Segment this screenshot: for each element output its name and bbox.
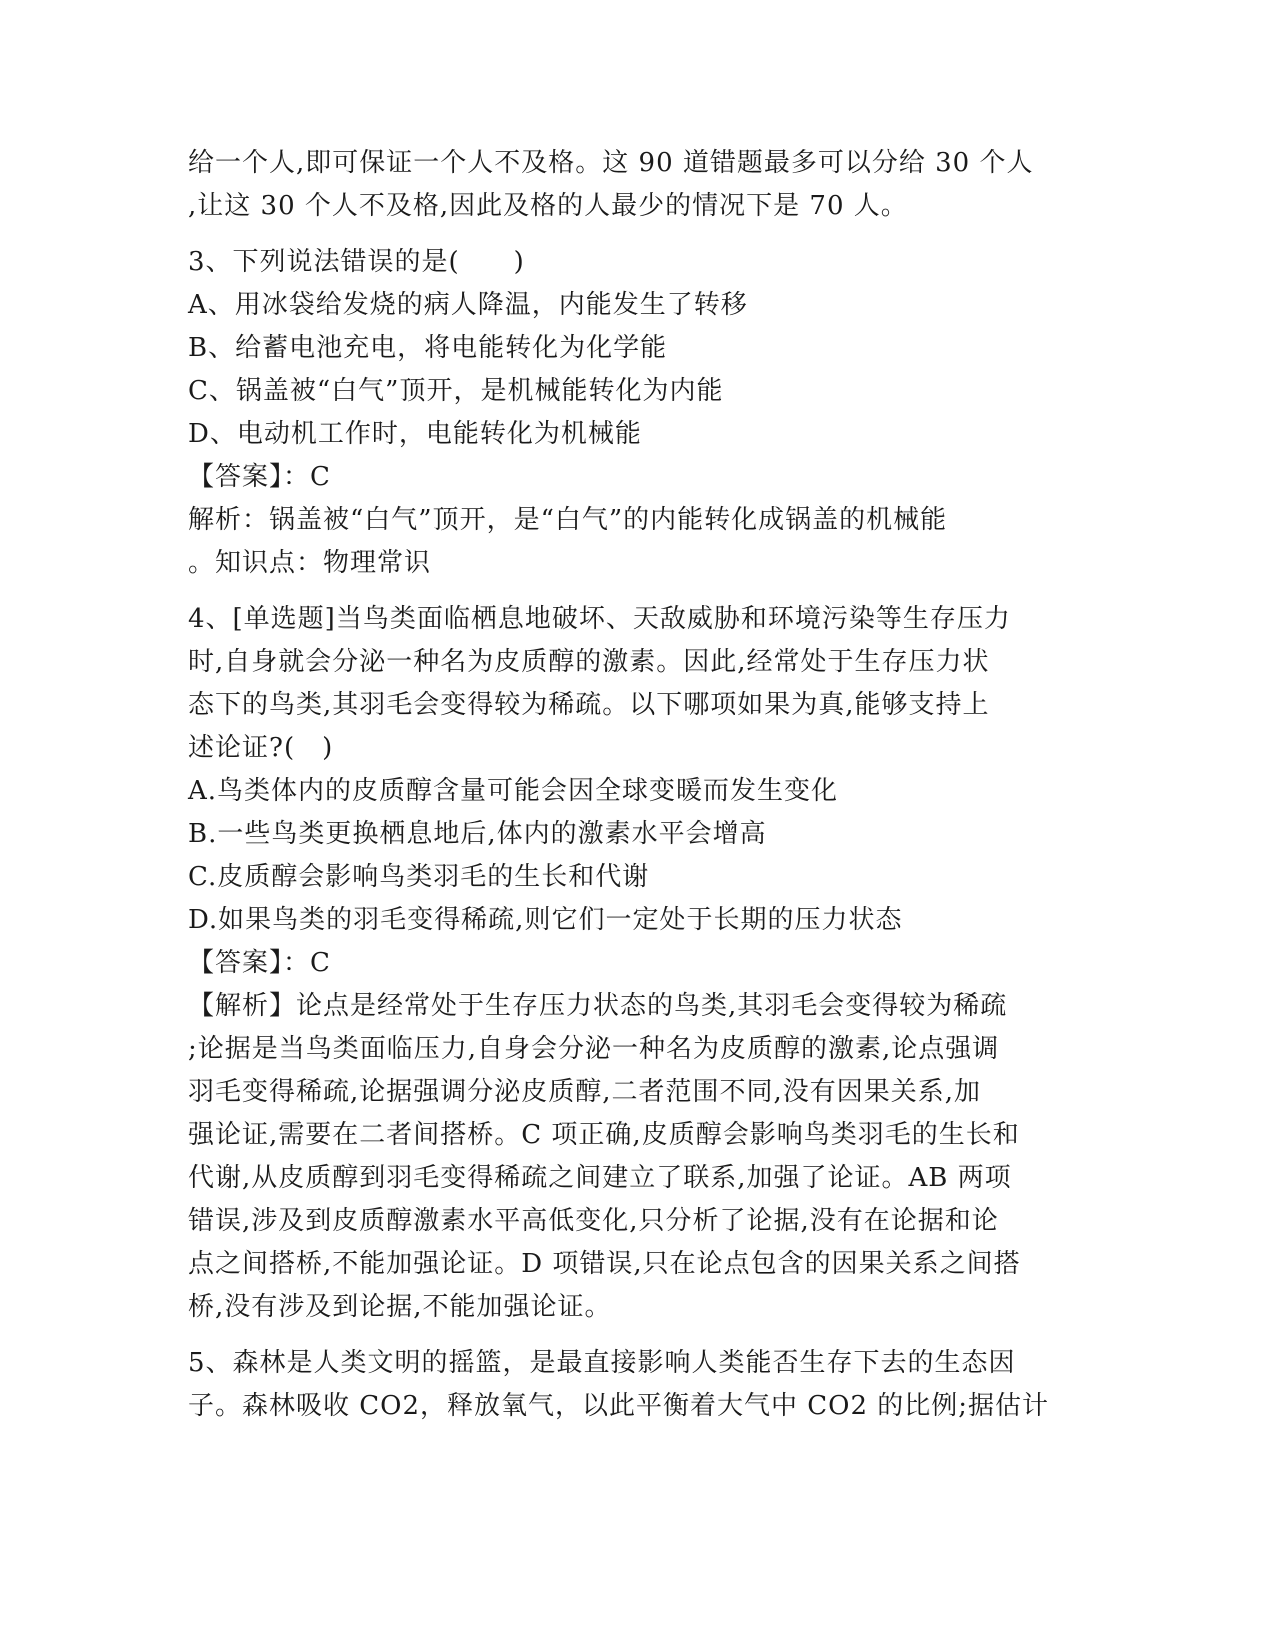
question-5-stem: 子。森林吸收 CO2，释放氧气，以此平衡着大气中 CO2 的比例;据估计 <box>188 1391 1050 1421</box>
question-4-explanation: 【解析】论点是经常处于生存压力状态的鸟类,其羽毛会变得较为稀疏 <box>188 991 1008 1021</box>
question-3-option-d: D、电动机工作时，电能转化为机械能 <box>188 419 642 449</box>
question-4-option-b: B.一些鸟类更换栖息地后,体内的激素水平会增高 <box>188 819 767 849</box>
question-4-explanation: 强论证,需要在二者间搭桥。C 项正确,皮质醇会影响鸟类羽毛的生长和 <box>188 1120 1020 1150</box>
question-4-stem: 时,自身就会分泌一种名为皮质醇的激素。因此,经常处于生存压力状 <box>188 647 990 677</box>
question-3-explanation: 解析：锅盖被“白气”顶开，是“白气”的内能转化成锅盖的机械能 <box>188 505 948 535</box>
question-4-explanation: 羽毛变得稀疏,论据强调分泌皮质醇,二者范围不同,没有因果关系,加 <box>188 1077 982 1107</box>
question-3-option-a: A、用冰袋给发烧的病人降温，内能发生了转移 <box>188 290 748 320</box>
question-4-stem: 4、[单选题]当鸟类面临栖息地破坏、天敌威胁和环境污染等生存压力 <box>188 604 1011 634</box>
question-4-explanation: 代谢,从皮质醇到羽毛变得稀疏之间建立了联系,加强了论证。AB 两项 <box>188 1163 1012 1193</box>
question-3-option-b: B、给蓄电池充电，将电能转化为化学能 <box>188 333 668 363</box>
question-5-stem: 5、森林是人类文明的摇篮，是最直接影响人类能否生存下去的生态因 <box>188 1348 1016 1378</box>
question-4-stem: 述论证?( ) <box>188 733 334 763</box>
question-4-option-d: D.如果鸟类的羽毛变得稀疏,则它们一定处于长期的压力状态 <box>188 905 903 935</box>
text-line: 给一个人,即可保证一个人不及格。这 90 道错题最多可以分给 30 个人 <box>188 148 1034 178</box>
question-4-explanation: ;论据是当鸟类面临压力,自身会分泌一种名为皮质醇的激素,论点强调 <box>188 1034 1000 1064</box>
question-4-explanation: 桥,没有涉及到论据,不能加强论证。 <box>188 1292 612 1322</box>
question-4-stem: 态下的鸟类,其羽毛会变得较为稀疏。以下哪项如果为真,能够支持上 <box>188 690 990 720</box>
question-4-option-a: A.鸟类体内的皮质醇含量可能会因全球变暖而发生变化 <box>188 776 839 806</box>
text-line: ,让这 30 个人不及格,因此及格的人最少的情况下是 70 人。 <box>188 191 908 221</box>
question-3-stem: 3、下列说法错误的是( ) <box>188 247 525 277</box>
question-4-answer: 【答案】：C <box>188 948 331 978</box>
question-3-answer: 【答案】：C <box>188 462 331 492</box>
question-3-option-c: C、锅盖被“白气”顶开，是机械能转化为内能 <box>188 376 724 406</box>
question-3-explanation: 。知识点：物理常识 <box>188 548 432 578</box>
question-4-explanation: 错误,涉及到皮质醇激素水平高低变化,只分析了论据,没有在论据和论 <box>188 1206 999 1236</box>
question-4-option-c: C.皮质醇会影响鸟类羽毛的生长和代谢 <box>188 862 650 892</box>
question-4-explanation: 点之间搭桥,不能加强论证。D 项错误,只在论点包含的因果关系之间搭 <box>188 1249 1021 1279</box>
